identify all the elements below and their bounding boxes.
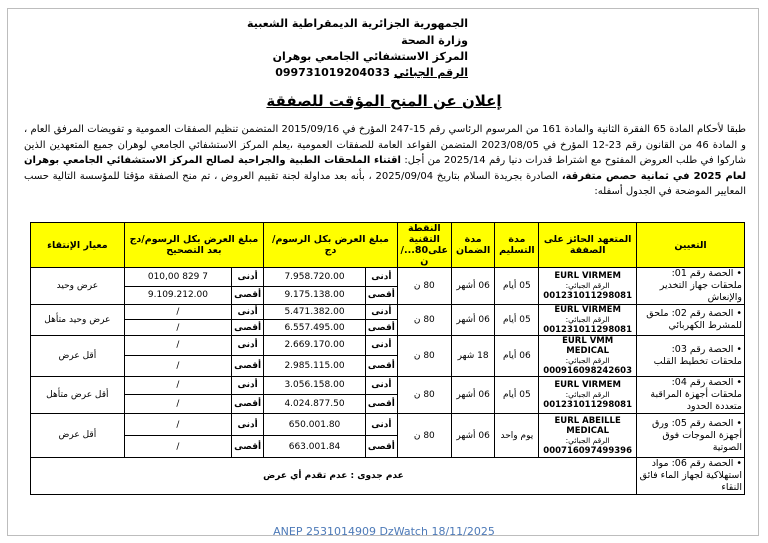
header-supplier: المتعهد الحائز على الصفقة (539, 223, 637, 268)
paragraph-intro: طبقا لأحكام المادة 65 الفقرة الثانية والمادة 161 من المرسوم الرئاسي رقم 15-247 المؤرخ في 2015/09/16 المتضمن تنظيم الصفقات العمومية و تفويضات المرفق العام ، و المادة 46 من القانون رقم 23-12 المؤرخ في 2023/08/05 المتضمن القواعد العامة للصفقات العمومية ،يعلم المركز الاستشفائي الجامعي لوهران جميع المتعهدين الذين شاركوا في طلب العروض المفتوح مع اشتراط قدرات دنيا رقم 2025/14 من أجل: (24, 124, 747, 166)
lot-text: الحصة رقم 05: ورق أجهزة الموجات فوق الصوتية (652, 417, 742, 453)
lot-name: • الحصة رقم 03: ملحقات تخطيط القلب (637, 336, 745, 377)
tax-id-label: الرقم الجبائي: (565, 390, 610, 399)
tax-id: 001231011298081 (543, 325, 632, 335)
amount-min: 5.471.382.00 (264, 305, 366, 320)
corrected-max: 9.109.212.00 (124, 286, 231, 305)
header-republic: الجمهورية الجزائرية الديمقراطية الشعبية (247, 17, 468, 30)
supplier-cell (539, 268, 637, 305)
header-criteria: معيار الإنتقاء (31, 223, 125, 268)
max-label: أقصى (232, 286, 264, 305)
lot-name: • الحصة رقم 06: مواد استهلاكية لجهاز الماء فائق النقاء (637, 458, 745, 495)
corrected-min: / (124, 414, 231, 436)
lot-name: • الحصة رقم 04: ملحقات أجهزة المراقبة متعددة الحدود (637, 377, 745, 414)
tax-number-value: 099731019204033 (275, 66, 391, 79)
tax-id: 001231011298081 (543, 291, 632, 301)
table-row (31, 305, 745, 320)
lot-name: • الحصة رقم 01: ملحقات جهاز التخدير والإنعاش (637, 268, 745, 305)
footer-reference: ANEP 2531014909 DzWatch 18/11/2025 (273, 525, 495, 538)
tax-number-label: الرقم الجبائي (393, 66, 468, 79)
selection-criteria: عرض وحيد (31, 268, 125, 305)
header-delivery: مدة التسليم (495, 223, 539, 268)
min-label: أدنى (232, 336, 264, 356)
min-label: أدنى (365, 414, 397, 436)
lot-name: • الحصة رقم 05: ورق أجهزة الموجات فوق الصوتية (637, 414, 745, 458)
min-label: أدنى (365, 377, 397, 395)
amount-max: 2.985.115.00 (264, 355, 366, 376)
table-row (31, 336, 745, 356)
supplier-name: EURL ABEILLE MEDICAL (554, 415, 621, 436)
supplier-cell (539, 414, 637, 458)
corrected-max: / (124, 436, 231, 458)
table-header-row (31, 223, 745, 268)
tax-id-label: الرقم الجبائي: (565, 281, 610, 290)
tax-id: 001231011298081 (543, 400, 632, 410)
header-amount: مبلغ العرض بكل الرسوم/ دج (264, 223, 398, 268)
warranty-period: 06 أشهر (451, 414, 495, 458)
delivery-time: 05 أيام (495, 377, 539, 414)
delivery-time: 05 أيام (495, 268, 539, 305)
corrected-min: 7 829 010,00 (124, 268, 231, 287)
table-row (31, 414, 745, 436)
lot-name: • الحصة رقم 02: ملحق للمشرط الكهربائي (637, 305, 745, 336)
technical-score: 80 ن (397, 336, 451, 377)
lot-text: الحصة رقم 06: مواد استهلاكية لجهاز الماء فائق النقاء (639, 458, 742, 493)
supplier-name: EURL VIRMEM (554, 305, 621, 315)
amount-min: 2.669.170.00 (264, 336, 366, 356)
min-label: أدنى (232, 414, 264, 436)
tax-id-label: الرقم الجبائي: (565, 315, 610, 324)
supplier-cell (539, 377, 637, 414)
delivery-time: يوم واحد (495, 414, 539, 458)
table-row (31, 377, 745, 395)
delivery-time: 06 أيام (495, 336, 539, 377)
corrected-max: / (124, 394, 231, 413)
corrected-min: / (124, 336, 231, 356)
amount-min: 3.056.158.00 (264, 377, 366, 395)
corrected-max: / (124, 320, 231, 336)
table-row (31, 458, 745, 495)
table-row (31, 268, 745, 287)
amount-min: 650.001.80 (264, 414, 366, 436)
header-lot: التعيين (637, 223, 745, 268)
technical-score: 80 ن (397, 268, 451, 305)
technical-score: 80 ن (397, 377, 451, 414)
header-tax-number (275, 66, 468, 79)
max-label: أقصى (365, 355, 397, 376)
lot-text: الحصة رقم 03: ملحقات تخطيط القلب (653, 344, 742, 367)
tax-id-label: الرقم الجبائي: (565, 435, 610, 445)
header-ministry: وزارة الصحة (401, 34, 468, 47)
tax-id: 000916098242603 (543, 366, 632, 376)
max-label: أقصى (365, 286, 397, 305)
min-label: أدنى (232, 377, 264, 395)
max-label: أقصى (232, 320, 264, 336)
header-warranty: مدة الضمان (451, 223, 495, 268)
lot-text: الحصة رقم 02: ملحق للمشرط الكهربائي (646, 308, 742, 331)
header-hospital: المركز الاستشفائي الجامعي بوهران (272, 50, 468, 63)
delivery-time: 05 أيام (495, 305, 539, 336)
lot-text: الحصة رقم 04: ملحقات أجهزة المراقبة متعددة الحدود (650, 377, 742, 412)
amount-min: 7.958.720.00 (264, 268, 366, 287)
selection-criteria: أقل عرض (31, 414, 125, 458)
warranty-period: 06 أشهر (451, 305, 495, 336)
corrected-min: / (124, 377, 231, 395)
max-label: أقصى (365, 436, 397, 458)
max-label: أقصى (365, 394, 397, 413)
min-label: أدنى (365, 305, 397, 320)
header-corrected: مبلغ العرض بكل الرسوم/دج بعد التصحيح (124, 223, 263, 268)
min-label: أدنى (365, 268, 397, 287)
amount-max: 9.175.138.00 (264, 286, 366, 305)
announcement-title: إعلان عن المنح المؤقت للصفقة (266, 92, 502, 110)
corrected-max: / (124, 355, 231, 376)
max-label: أقصى (232, 394, 264, 413)
warranty-period: 06 أشهر (451, 268, 495, 305)
max-label: أقصى (232, 355, 264, 376)
header-score: النقطة التقنية على80.../ن (397, 223, 451, 268)
tax-id: 000716097499396 (543, 445, 632, 456)
award-table (30, 222, 745, 495)
supplier-cell (539, 305, 637, 336)
lot-text: الحصة رقم 01: ملحقات جهاز التخدير والإنعاش (659, 268, 742, 303)
tax-id-label: الرقم الجبائي: (565, 356, 610, 365)
amount-max: 4.024.877.50 (264, 394, 366, 413)
amount-max: 663.001.84 (264, 436, 366, 458)
technical-score: 80 ن (397, 305, 451, 336)
corrected-min: / (124, 305, 231, 320)
amount-max: 6.557.495.00 (264, 320, 366, 336)
supplier-name: EURL VIRMEM (554, 380, 621, 390)
min-label: أدنى (232, 305, 264, 320)
min-label: أدنى (365, 336, 397, 356)
max-label: أقصى (365, 320, 397, 336)
supplier-name: EURL VIRMEM (554, 271, 621, 281)
max-label: أقصى (232, 436, 264, 458)
selection-criteria: أقل عرض (31, 336, 125, 377)
announcement-paragraph (24, 122, 746, 200)
table-body (31, 268, 745, 495)
selection-criteria: أقل عرض متأهل (31, 377, 125, 414)
paragraph-subject: اقتناء الملحقات الطبية والجراحية لصالح المركز الاستشفائي الجامعي بوهران لعام 2025 في ثمانية حصص متفرقة، (24, 155, 747, 182)
technical-score: 80 ن (397, 414, 451, 458)
no-offer-note: عدم جدوى : عدم تقدم أي عرض (31, 458, 637, 495)
min-label: أدنى (232, 268, 264, 287)
selection-criteria: عرض وحيد متأهل (31, 305, 125, 336)
warranty-period: 18 شهر (451, 336, 495, 377)
supplier-name: EURL VMM MEDICAL (562, 336, 614, 356)
warranty-period: 06 أشهر (451, 377, 495, 414)
paragraph-conclusion: الصادرة بجريدة السلام بتاريخ 2025/09/04 ، بأنه بعد مداولة لجنة تقييم العروض ، تم منح الصفقة مؤقتا للمؤسسة التالية حسب المعايير الموضحة في الجدول أسفله: (24, 170, 746, 197)
supplier-cell (539, 336, 637, 377)
